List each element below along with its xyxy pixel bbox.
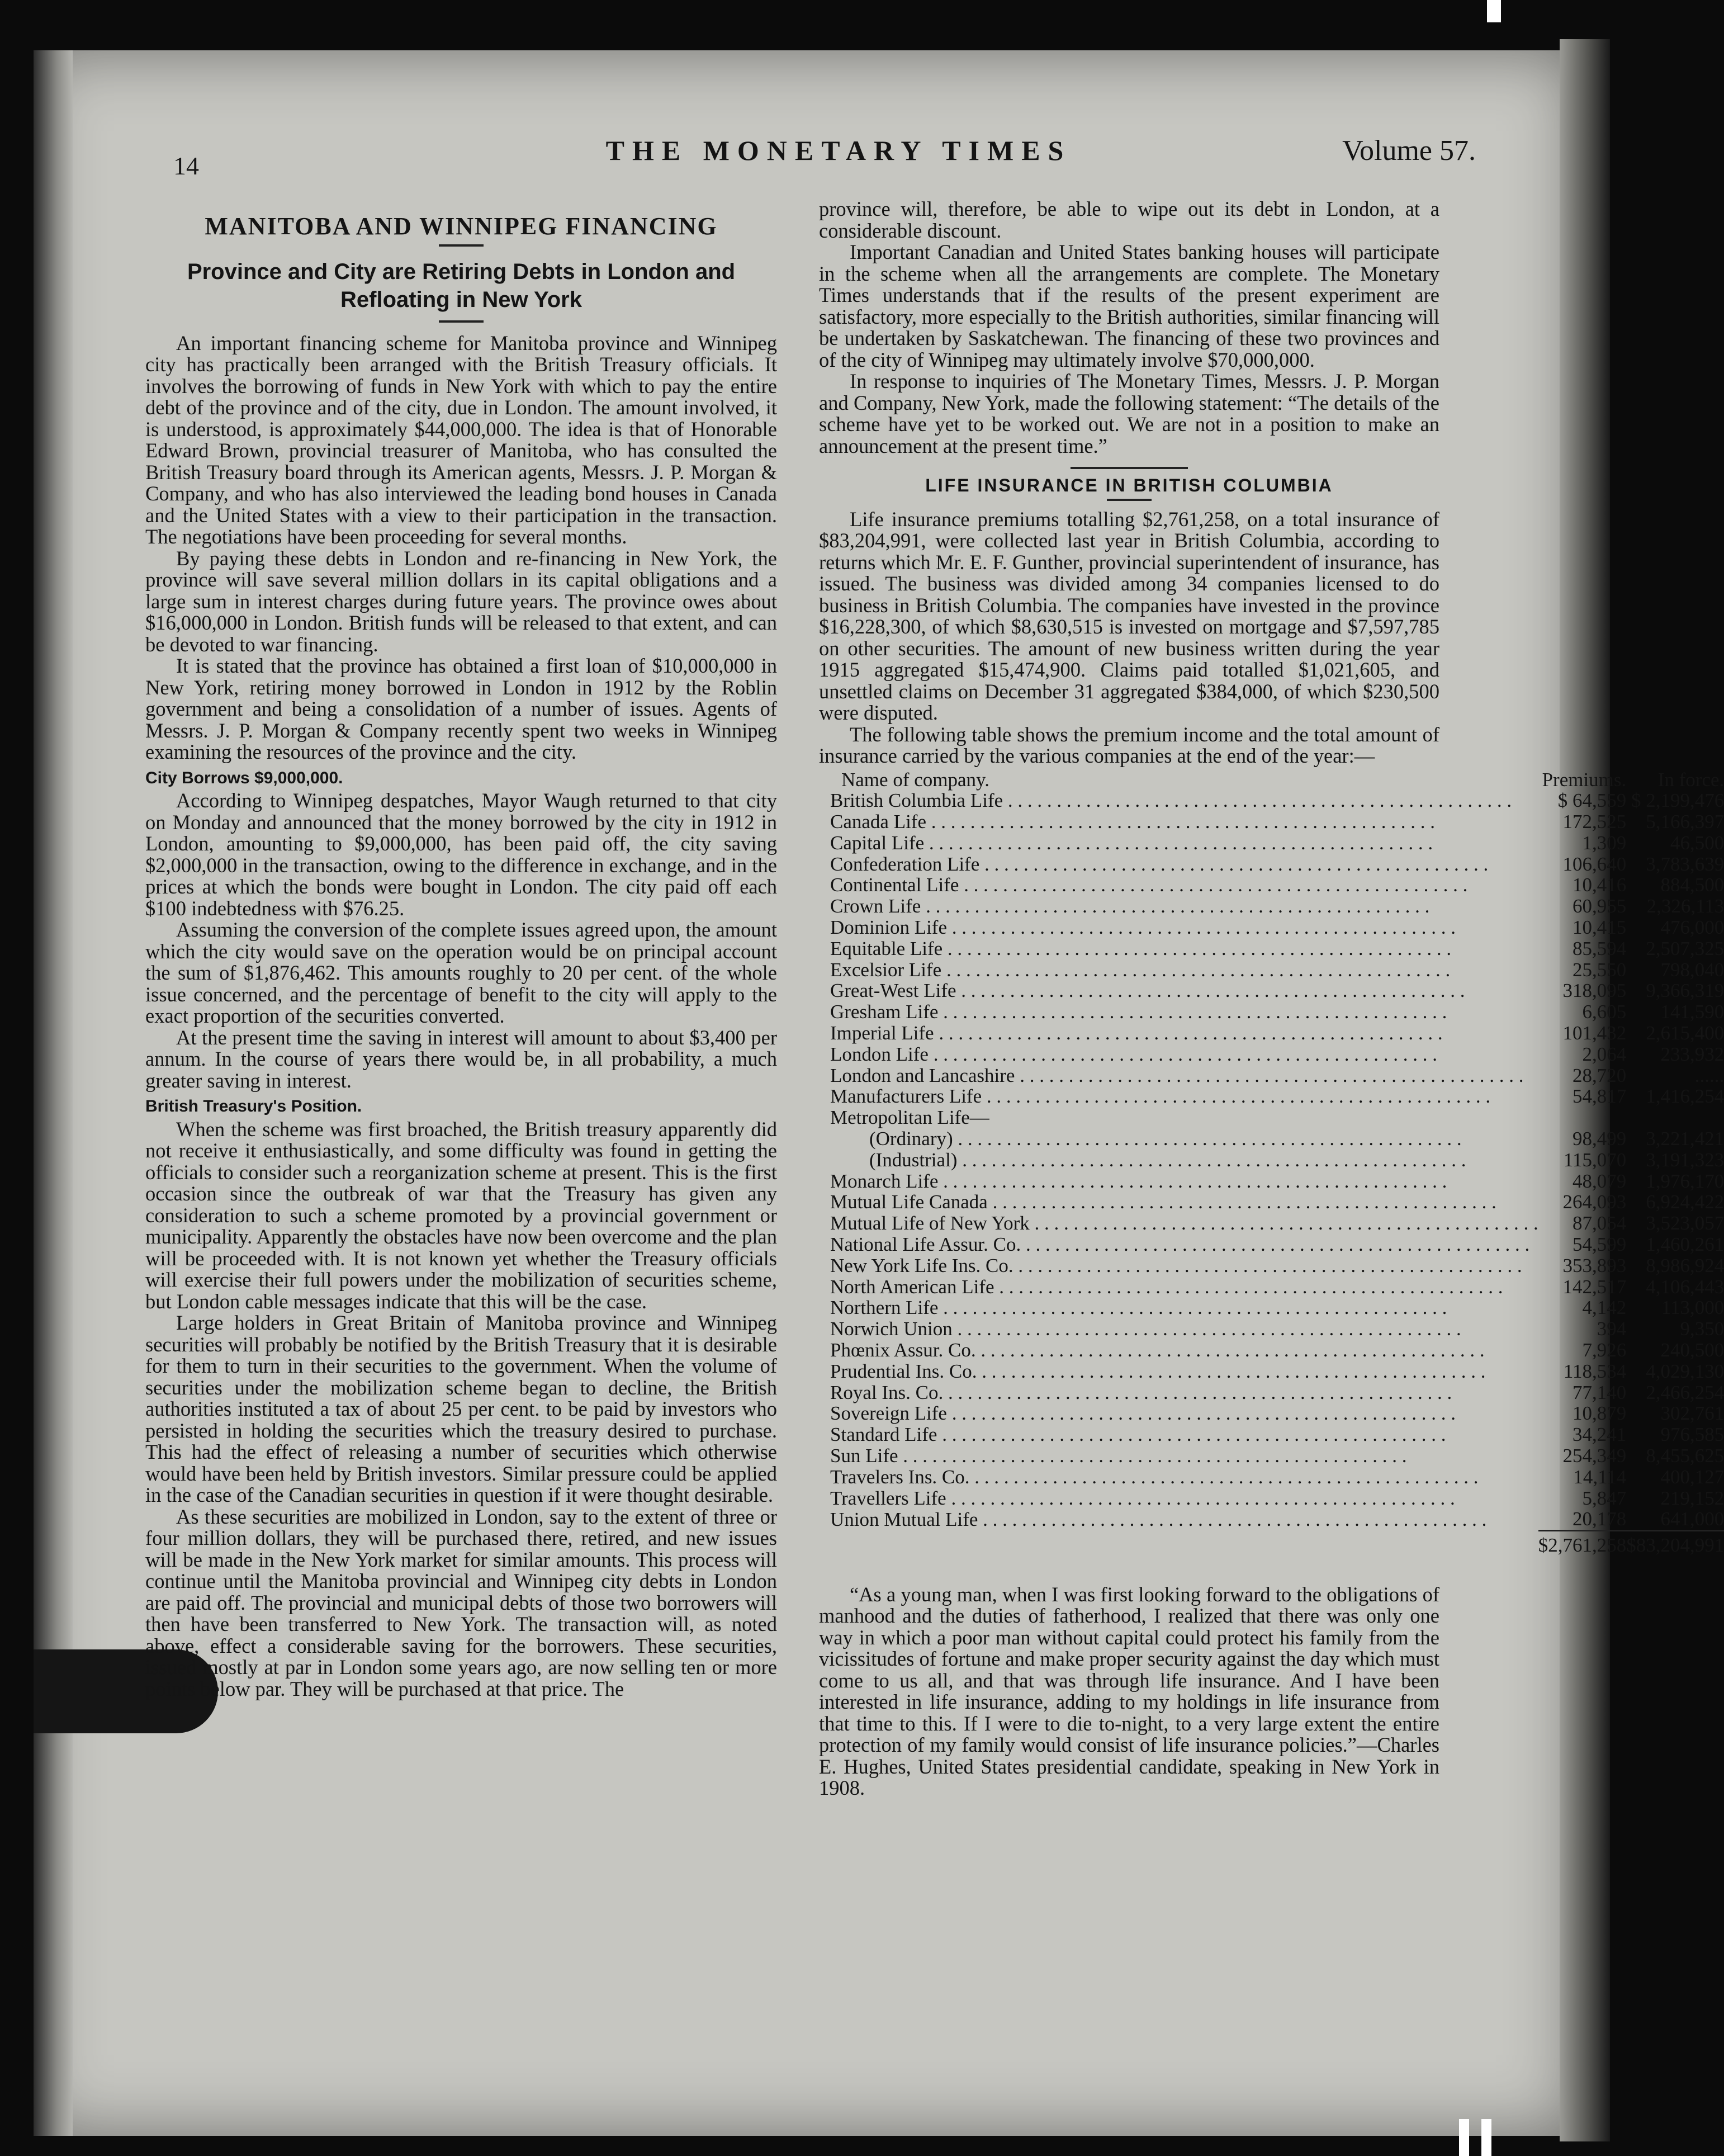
in-force-cell: 219,152	[1660, 1487, 1724, 1509]
leader-dots	[947, 916, 1456, 938]
leader-dots	[957, 1149, 1466, 1171]
leader-dots	[942, 938, 1451, 959]
company-name	[830, 1276, 1538, 1298]
total-label-cell	[830, 1531, 1538, 1556]
premiums-cell: 1,309	[1582, 831, 1627, 854]
company-name-text: Capital Life	[830, 831, 925, 854]
table-row	[830, 1340, 1724, 1361]
company-name	[830, 1234, 1538, 1255]
in-force-cell: 476,000	[1660, 916, 1724, 939]
company-name	[830, 1255, 1538, 1276]
company-name	[830, 1318, 1538, 1340]
premiums-cell: 142,517	[1562, 1275, 1627, 1298]
total-in-force: $83,204,991	[1626, 1531, 1724, 1556]
divider	[1071, 467, 1188, 469]
leader-dots	[988, 1191, 1496, 1213]
leader-dots	[938, 1001, 1447, 1023]
quote-block	[819, 1584, 1439, 1799]
premiums-cell: 77,140	[1573, 1381, 1627, 1403]
in-force-cell: 2,326,113	[1646, 895, 1724, 918]
company-name-text: Standard Life	[830, 1424, 937, 1446]
paragraph: At the present time the saving in interest will amount to about $3,400 per annum. In the course of years there would be, in all probability, a much greater saving in interest.	[145, 1025, 777, 1092]
company-name	[830, 1488, 1538, 1509]
table-row	[830, 1467, 1724, 1488]
company-name	[830, 1213, 1538, 1234]
premiums-cell: 172,525	[1562, 811, 1627, 833]
paragraph: Large holders in Great Britain of Manitoba province and Winnipeg securities will probably be notified by the British Treasury that it is desirable for them to turn in their securities to the government. When the volume of securities under the mobilization scheme began to decline, the British authorities instituted a tax of about 25 per cent. to be paid by investors who persisted in holding the securities which the treasury desired to purchase. This had the effect of releasing a number of securities which otherwise would have been held by British investors. Similar pressure could be applied in the case of the Canadian securities in question if it were thought desirable.	[145, 1311, 777, 1506]
in-force-cell: 4,029,130	[1646, 1360, 1724, 1382]
company-name	[830, 980, 1538, 1001]
table-row	[830, 1150, 1724, 1171]
leader-dots	[943, 1382, 1452, 1403]
book-spine	[34, 50, 73, 2136]
company-name-text: Manufacturers Life	[830, 1085, 982, 1108]
company-name-text: (Ordinary)	[869, 1128, 953, 1150]
section-heading: British Treasury's Position.	[145, 1097, 362, 1115]
table-row	[830, 1382, 1724, 1403]
company-name	[830, 1424, 1538, 1445]
company-name	[830, 1403, 1538, 1424]
company-name	[830, 1361, 1538, 1382]
volume-label: Volume 57.	[1342, 135, 1476, 167]
company-name	[830, 1128, 1538, 1150]
company-name-text: New York Life Ins. Co.	[830, 1254, 1013, 1276]
leader-dots	[941, 959, 1450, 981]
in-force-cell: 113,000	[1661, 1297, 1724, 1319]
leader-dots	[937, 1424, 1446, 1445]
company-name-text: Confederation Life	[830, 853, 980, 875]
table-row	[830, 980, 1724, 1001]
company-name	[830, 938, 1538, 959]
company-name	[830, 1086, 1538, 1107]
company-name-text: Metropolitan Life—	[830, 1107, 989, 1129]
in-force-cell: 798,040	[1660, 958, 1724, 981]
table-row	[830, 1488, 1724, 1509]
premiums-cell: 6,605	[1582, 1001, 1627, 1023]
company-name-text: (Industrial)	[869, 1148, 958, 1171]
premiums-cell: 34,241	[1573, 1424, 1627, 1446]
page-header	[168, 134, 1498, 179]
paragraph: Important Canadian and United States banking houses will participate in the scheme when all the arrangements are complete. The Monetary Times understands that if the results of the present experiment are satisfactory, more especially to the British authorities, similar financing will be undertaken by Saskatchewan. The financing of these two provinces and of the city of Winnipeg may ultimately involve $70,000,000.	[819, 240, 1439, 371]
in-force-cell: 3,523,057	[1646, 1212, 1724, 1235]
total-premiums: $2,761,258	[1538, 1531, 1627, 1556]
table-row	[830, 1213, 1724, 1234]
page-number: 14	[173, 152, 199, 180]
paragraph: When the scheme was first broached, the British treasury apparently did not receive it enthusiastically, and some difficulty was found in getting the officials to consider such a reorganization scheme at present. This is the first occasion since the outbreak of war that the Treasury has given any consideration to such a scheme promoted by a provincial government or municipality. Apparently the obstacles have now been overcome and the plan will be proceeded with. It is not known yet whether the Treasury officials will exercise their full powers under the mobilization of securities scheme, but London cable messages indicate that this will be the case.	[145, 1117, 777, 1313]
paragraph: As these securities are mobilized in London, say to the extent of three or four million dollars, they will be purchased there, retired, and new issues will be made in the New York market for similar amounts. This process will continue until the Manitoba provincial and Winnipeg city debts in London are paid off. The provincial and municipal debts of those two borrowers will then have been transferred to New York. The transaction will, as noted above, effect a considerable saving for the borrowers. These securities, issued mostly at par in London some years ago, are now selling ten or more points below par. They will be purchased at that price. The	[145, 1505, 777, 1700]
table-body	[830, 790, 1724, 1556]
article-title: LIFE INSURANCE IN BRITISH COLUMBIA	[925, 475, 1333, 495]
in-force-cell: 3,191,323	[1646, 1148, 1724, 1171]
company-name-text: Equitable Life	[830, 937, 943, 959]
leader-dots	[953, 1318, 1461, 1340]
leader-dots	[947, 1402, 1456, 1424]
leader-dots	[970, 1466, 1479, 1488]
company-name	[830, 790, 1538, 811]
in-force-cell: 9,350	[1680, 1318, 1724, 1340]
in-force-cell: 46,500	[1670, 831, 1724, 854]
leader-dots	[982, 1085, 1490, 1107]
premiums-cell: 98,499	[1573, 1128, 1627, 1150]
premiums-cell: 54,599	[1573, 1233, 1627, 1256]
journal-title: THE MONETARY TIMES	[605, 135, 1072, 166]
section-heading: City Borrows $9,000,000.	[145, 768, 343, 787]
premiums-cell: 14,114	[1573, 1465, 1627, 1488]
company-name-text: Travellers Life	[830, 1487, 946, 1509]
company-name-text: Crown Life	[830, 895, 921, 918]
leader-dots	[994, 1276, 1503, 1298]
premiums-cell: 254,349	[1562, 1445, 1627, 1467]
leader-dots	[898, 1445, 1407, 1467]
company-name-text: Travelers Ins. Co.	[830, 1465, 970, 1488]
leader-dots	[1021, 1233, 1529, 1255]
table-row	[830, 874, 1724, 896]
premiums-cell: 115,070	[1563, 1148, 1627, 1171]
in-force-cell: 884,500	[1660, 874, 1724, 896]
table-row	[830, 959, 1724, 981]
table-row	[830, 1509, 1724, 1530]
leader-dots	[1030, 1212, 1538, 1234]
premiums-cell: 2,064	[1582, 1043, 1627, 1065]
company-name-text: Norwich Union	[830, 1318, 953, 1340]
leader-dots	[979, 853, 1488, 875]
premiums-cell: 394	[1597, 1318, 1627, 1340]
paragraph: province will, therefore, be able to wipe out its debt in London, at a considerable discount.	[819, 197, 1439, 242]
in-force-cell: 141,590	[1660, 1001, 1724, 1023]
company-name	[830, 1044, 1538, 1065]
table-row	[830, 917, 1724, 938]
table-header-row	[830, 769, 1724, 791]
company-name	[830, 1509, 1538, 1530]
table-row	[830, 1445, 1724, 1467]
in-force-cell: 6,924,422	[1646, 1191, 1724, 1213]
premiums-cell: 118,534	[1563, 1360, 1627, 1382]
in-force-cell: 976,585	[1660, 1424, 1724, 1446]
table-row	[830, 854, 1724, 875]
table-row	[830, 1361, 1724, 1382]
premiums-cell: 10,415	[1573, 916, 1627, 939]
in-force-cell: 3,783,639	[1646, 853, 1724, 875]
in-force-cell: 1,976,170	[1646, 1170, 1724, 1192]
table-row	[830, 1234, 1724, 1255]
in-force-cell: 5,166,397	[1646, 811, 1724, 833]
article-title: MANITOBA AND WINNIPEG FINANCING	[205, 212, 718, 240]
paragraph: The following table shows the premium income and the total amount of insurance carried by the various companies at the end of the year:—	[819, 722, 1439, 767]
leader-dots	[1003, 789, 1512, 811]
leader-dots	[953, 1128, 1462, 1150]
premiums-cell: 48,079	[1573, 1170, 1627, 1192]
in-force-cell: 1,416,254	[1646, 1085, 1724, 1108]
company-name	[830, 1023, 1538, 1044]
film-mark	[1459, 2119, 1469, 2156]
table-row	[830, 896, 1724, 917]
company-name	[830, 1065, 1538, 1086]
company-name	[830, 959, 1538, 981]
paragraph: It is stated that the province has obtained a first loan of $10,000,000 in New York, retiring money borrowed in London in 1912 by the Roblin government and being a consolidation of a number of issues. Agents of Messrs. J. P. Morgan & Company recently spent two weeks in Winnipeg examining the resources of the province and the city.	[145, 654, 777, 763]
company-name-text: National Life Assur. Co.	[830, 1233, 1021, 1256]
leader-dots	[924, 832, 1433, 854]
company-name	[830, 896, 1538, 917]
in-force-cell: 8,986,924	[1646, 1254, 1724, 1276]
right-column	[819, 197, 1724, 1800]
premiums-cell	[1538, 1107, 1627, 1128]
company-name-text: Mutual Life of New York	[830, 1212, 1030, 1235]
film-mark	[1487, 0, 1501, 22]
leader-dots	[926, 811, 1435, 833]
company-name	[830, 1382, 1538, 1403]
table-row	[830, 1192, 1724, 1213]
company-name	[830, 1467, 1538, 1488]
table-row	[830, 790, 1724, 811]
company-name-text: Dominion Life	[830, 916, 947, 939]
table-row	[830, 1403, 1724, 1424]
column-header: Name of company.	[841, 768, 989, 791]
in-force-cell: 3,221,421	[1646, 1128, 1724, 1150]
premiums-cell: 10,416	[1573, 874, 1627, 896]
premiums-cell: 353,893	[1562, 1254, 1627, 1276]
company-name-text: Gresham Life	[830, 1001, 939, 1023]
leader-dots	[959, 874, 1467, 896]
insurance-table	[830, 769, 1724, 1556]
table-row	[830, 1128, 1724, 1150]
company-name	[830, 1171, 1538, 1192]
article-subtitle: Province and City are Retiring Debts in London and Refloating in New York	[187, 259, 736, 312]
company-name	[830, 833, 1538, 854]
premiums-cell: 101,432	[1562, 1022, 1627, 1044]
table-row	[830, 1424, 1724, 1445]
company-name	[830, 811, 1538, 833]
divider	[1107, 499, 1152, 501]
table-row	[830, 1171, 1724, 1192]
total-row	[830, 1531, 1724, 1556]
company-name-text: British Columbia Life	[830, 789, 1003, 812]
company-name-text: Sovereign Life	[830, 1402, 947, 1425]
paragraph: Life insurance premiums totalling $2,761,258, on a total insurance of $83,204,991, were collected last year in British Columbia, according to returns which Mr. E. F. Gunther, provincial superintendent of insurance, has issued. The business was divided among 34 companies licensed to do business in British Columbia. The companies have invested in the province $16,228,300, of which $8,630,515 is invested on mortgage and $7,597,785 on other securities. The amount of new business written during the year 1915 aggregated $15,474,900. Claims paid totalled $1,021,605, and unsettled claims on December 31 aggregated $384,000, of which $230,500 were disputed.	[819, 507, 1439, 724]
leader-dots	[1013, 1255, 1522, 1276]
table-row	[830, 938, 1724, 959]
table-row	[830, 1107, 1724, 1128]
company-name-text: Great-West Life	[830, 980, 956, 1002]
in-force-cell: 641,000	[1660, 1508, 1724, 1530]
in-force-cell: 9,366,319	[1646, 980, 1724, 1002]
company-name	[830, 1297, 1538, 1318]
premiums-cell: 318,095	[1562, 980, 1627, 1002]
in-force-cell: 1,460,261	[1646, 1233, 1724, 1256]
table-row	[830, 1297, 1724, 1318]
premiums-cell: 54,817	[1573, 1085, 1627, 1108]
company-name	[830, 1445, 1538, 1467]
premiums-cell: 10,879	[1573, 1402, 1627, 1425]
in-force-cell: 233,932	[1660, 1043, 1724, 1065]
company-name-text: Prudential Ins. Co.	[830, 1360, 977, 1382]
left-column	[145, 212, 777, 1700]
premiums-cell: 106,640	[1562, 853, 1627, 875]
premiums-cell: 28,720	[1573, 1064, 1627, 1086]
company-name	[830, 1107, 1538, 1128]
paragraph: According to Winnipeg despatches, Mayor Waugh returned to that city on Monday and announced that the money borrowed by the city in 1912 in London, amounting to $9,000,000, has been paid off, the city saving $2,000,000 in the transaction, owing to the difference in exchange, and in the prices at which the bonds were bought in London. The city paid off each $100 indebtedness with $76.25.	[145, 789, 777, 920]
company-name	[830, 874, 1538, 896]
leader-dots	[938, 1297, 1447, 1318]
premiums-cell: 25,550	[1573, 958, 1627, 981]
column-header: Premiums.	[1542, 768, 1627, 791]
table-row	[830, 1276, 1724, 1298]
leader-dots	[977, 1360, 1485, 1382]
leader-dots	[921, 895, 1429, 917]
premiums-cell: 4,142	[1582, 1297, 1627, 1319]
premiums-cell: 5,847	[1582, 1487, 1627, 1509]
leader-dots	[956, 980, 1465, 1001]
leader-dots	[938, 1170, 1447, 1192]
premiums-cell: 20,178	[1573, 1508, 1627, 1530]
paragraph: By paying these debts in London and re-financing in New York, the province will save several million dollars in its capital obligations and a large sum in interest charges during future years. The province owes about $16,000,000 in London. British funds will be released to that extent, and can be devoted to war financing.	[145, 546, 777, 656]
in-force-cell: ......	[1694, 1064, 1724, 1086]
leader-dots	[976, 1339, 1485, 1361]
table-row	[830, 1044, 1724, 1065]
in-force-cell: 8,455,625	[1646, 1445, 1724, 1467]
company-name-text: Mutual Life Canada	[830, 1191, 988, 1213]
company-name-text: Union Mutual Life	[830, 1509, 978, 1531]
table-row	[830, 833, 1724, 854]
company-name	[830, 917, 1538, 938]
in-force-cell: 302,761	[1660, 1402, 1724, 1425]
table-row	[830, 1001, 1724, 1023]
company-name-text: Continental Life	[830, 874, 959, 896]
premiums-cell: 85,594	[1573, 937, 1627, 959]
company-name-text: Sun Life	[830, 1445, 898, 1467]
in-force-cell: 400,127	[1660, 1465, 1724, 1488]
leader-dots	[946, 1487, 1455, 1509]
in-force-cell: 4,106,443	[1646, 1275, 1724, 1298]
divider	[439, 244, 484, 247]
company-name	[830, 1340, 1538, 1361]
leader-dots	[934, 1022, 1443, 1044]
quote-text: “As a young man, when I was first looking forward to the obligations of manhood and the duties of fatherhood, I realized that there was only one way in which a poor man without capital could protect his family from the vicissitudes of fortune and make proper security against the day which must come to us all, and that was through life insurance. And I have been interested in life insurance, adding to my holdings in life insurance from that time to this. If I were to die to-night, to a very large extent the entire protection of my family would consist of life insurance policies.”—Charles E. Hughes, United States presidential candidate, speaking in New York in 1908.	[819, 1582, 1439, 1800]
company-name	[830, 1001, 1538, 1023]
table-row	[830, 1086, 1724, 1107]
table-row	[830, 1255, 1724, 1276]
company-name-text: Monarch Life	[830, 1170, 939, 1192]
paragraph: In response to inquiries of The Monetary Times, Messrs. J. P. Morgan and Company, New York, made the following statement: “The details of the scheme have yet to be worked out. We are not in a position to make an announcement at the present time.”	[819, 370, 1439, 457]
in-force-cell: 2,466,254	[1646, 1381, 1724, 1403]
table-row	[830, 1065, 1724, 1086]
paragraph: Assuming the conversion of the complete issues agreed upon, the amount which the city would save on the operation would be on principal account the sum of $1,876,462. This amounts roughly to 20 per cent. of the whole issue concerned, and the percentage of benefit to the city will apply to the exact proportion of the securities converted.	[145, 918, 777, 1027]
company-name-text: North American Life	[830, 1275, 994, 1298]
in-force-cell: 2,507,325	[1646, 937, 1724, 959]
premiums-cell: 60,955	[1573, 895, 1627, 918]
premiums-cell: $ 64,559	[1557, 789, 1627, 812]
leader-dots	[1015, 1065, 1523, 1086]
film-mark	[1481, 2119, 1491, 2156]
column-header: In force.	[1657, 768, 1724, 791]
company-name-text: Imperial Life	[830, 1022, 934, 1044]
in-force-cell	[1626, 1107, 1724, 1128]
divider	[439, 320, 484, 323]
table-row	[830, 811, 1724, 833]
table-row	[830, 1023, 1724, 1044]
company-name	[830, 1150, 1538, 1171]
company-name-text: Northern Life	[830, 1297, 939, 1319]
company-name-text: Canada Life	[830, 811, 926, 833]
leader-dots	[929, 1043, 1437, 1065]
in-force-cell: 2,615,400	[1646, 1022, 1724, 1044]
company-name-text: London and Lancashire	[830, 1064, 1015, 1086]
premiums-cell: 7,926	[1582, 1339, 1627, 1361]
leader-dots	[978, 1509, 1486, 1530]
company-name	[830, 854, 1538, 875]
company-name-text: London Life	[830, 1043, 929, 1065]
premiums-cell: 87,054	[1573, 1212, 1627, 1235]
company-name	[830, 1192, 1538, 1213]
company-name-text: Excelsior Life	[830, 958, 942, 981]
in-force-cell: 240,500	[1660, 1339, 1724, 1361]
company-name-text: Phœnix Assur. Co.	[830, 1339, 976, 1361]
company-name-text: Royal Ins. Co.	[830, 1381, 944, 1403]
premiums-cell: 264,093	[1562, 1191, 1627, 1213]
in-force-cell: $ 2,199,476	[1631, 789, 1724, 812]
table-row	[830, 1318, 1724, 1340]
paragraph: An important financing scheme for Manitoba province and Winnipeg city has practically been arranged with the British Treasury officials. It involves the borrowing of funds in New York with which to pay the entire debt of the province and of the city, due in London. The amount involved, it is understood, is approximately $44,000,000. The idea is that of Honorable Edward Brown, provincial treasurer of Manitoba, who has consulted the British Treasury board through its American agents, Messrs. J. P. Morgan & Company, and who has also interviewed the leading bond houses in Canada and the United States with a view to their participation in the transaction. The negotiations have been proceeding for several months.	[145, 331, 777, 548]
